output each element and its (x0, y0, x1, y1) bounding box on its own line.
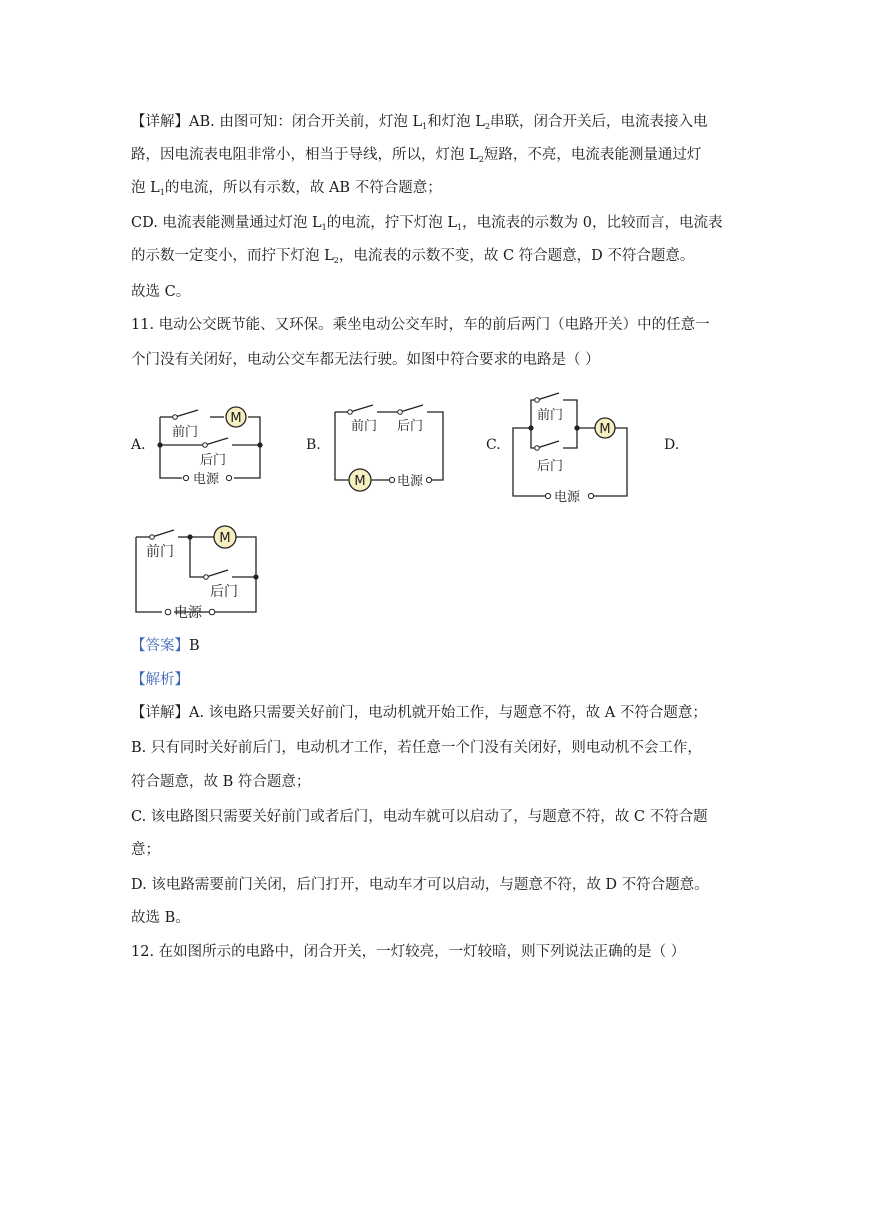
answer-value: B (189, 638, 200, 654)
option-a-label: A. (131, 437, 146, 453)
power-label: 电源 (174, 605, 202, 621)
back-door-label: 后门 (397, 419, 424, 434)
power-label: 电源 (554, 490, 581, 505)
explanation-line-4: CD. 电流表能测量通过灯泡 $L_1$的电流，拧下灯泡 $L_1$，电流表的示数为 0，比较而言，电流表 (131, 215, 723, 232)
front-door-label: 前门 (351, 419, 378, 434)
circuit-diagram-c (507, 392, 637, 506)
front-door-label: 前门 (537, 408, 564, 423)
back-door-label: 后门 (200, 453, 227, 468)
question-12-line: 12. 在如图所示的电路中，闭合开关，一灯较亮，一灯较暗，则下列说法正确的是（ ） (131, 944, 686, 960)
answer-line (131, 636, 200, 656)
power-label: 电源 (397, 474, 424, 489)
motor-label: M (219, 531, 231, 546)
front-door-label: 前门 (146, 544, 174, 560)
circuit-diagram-b (325, 398, 455, 494)
analysis-tag: 【解析】 (131, 672, 189, 688)
question-11-line-2: 个门没有关闭好，电动公交车都无法行驶。如图中符合要求的电路是（ ） (131, 352, 600, 368)
detail-tag: 【详解】 (131, 705, 189, 721)
circuit-diagram-a (150, 400, 270, 492)
front-door-label: 前门 (172, 425, 199, 440)
motor-label: M (230, 411, 242, 426)
answer-tag: 【答案】 (131, 638, 189, 654)
detail-line-2: B. 只有同时关好前后门，电动机才工作，若任意一个门没有关闭好，则电动机不会工作， (131, 740, 702, 756)
option-c-label: C. (486, 437, 501, 453)
back-door-label: 后门 (210, 584, 238, 600)
explanation-line-1: 【详解】AB. 由图可知：闭合开关前，灯泡 $L_1$和灯泡 $L_2$串联，闭合开关后，电流表接入电 (131, 114, 708, 131)
explanation-line-2: 路，因电流表电阻非常小，相当于导线，所以，灯泡 $L_2$短路，不亮，电流表能测量通过灯 (131, 147, 702, 164)
detail-line-4: C. 该电路图只需要关好前门或者后门，电动车就可以启动了，与题意不符，故 C 不符合题 (131, 809, 708, 825)
detail-line-5: 意； (131, 842, 160, 858)
power-label: 电源 (193, 472, 220, 487)
motor-label: M (354, 474, 366, 489)
circuit-diagram-d (128, 520, 268, 624)
back-door-label: 后门 (537, 459, 564, 474)
motor-label: M (599, 422, 611, 437)
option-d-label: D. (664, 437, 680, 453)
explanation-line-5: 的示数一定变小，而拧下灯泡 $L_2$，电流表的示数不变，故 C 符合题意，D 不符合题意。 (131, 248, 695, 265)
detail-line-3: 符合题意，故 B 符合题意； (131, 774, 311, 790)
conclusion-line: 故选 C。 (131, 284, 191, 300)
detail-line-7: 故选 B。 (131, 910, 190, 926)
detail-tag: 【详解】 (131, 114, 189, 130)
detail-line-1: 【详解】A. 该电路只需要关好前门，电动机就开始工作，与题意不符，故 A 不符合题意； (131, 705, 707, 721)
detail-line-6: D. 该电路需要前门关闭，后门打开，电动车才可以启动，与题意不符，故 D 不符合题意。 (131, 877, 709, 893)
explanation-line-3: 泡 $L_1$的电流，所以有示数，故 AB 不符合题意； (131, 180, 442, 197)
question-11-line-1: 11. 电动公交既节能、又环保。乘坐电动公交车时，车的前后两门（电路开关）中的任意一 (131, 317, 710, 333)
option-b-label: B. (306, 437, 321, 453)
